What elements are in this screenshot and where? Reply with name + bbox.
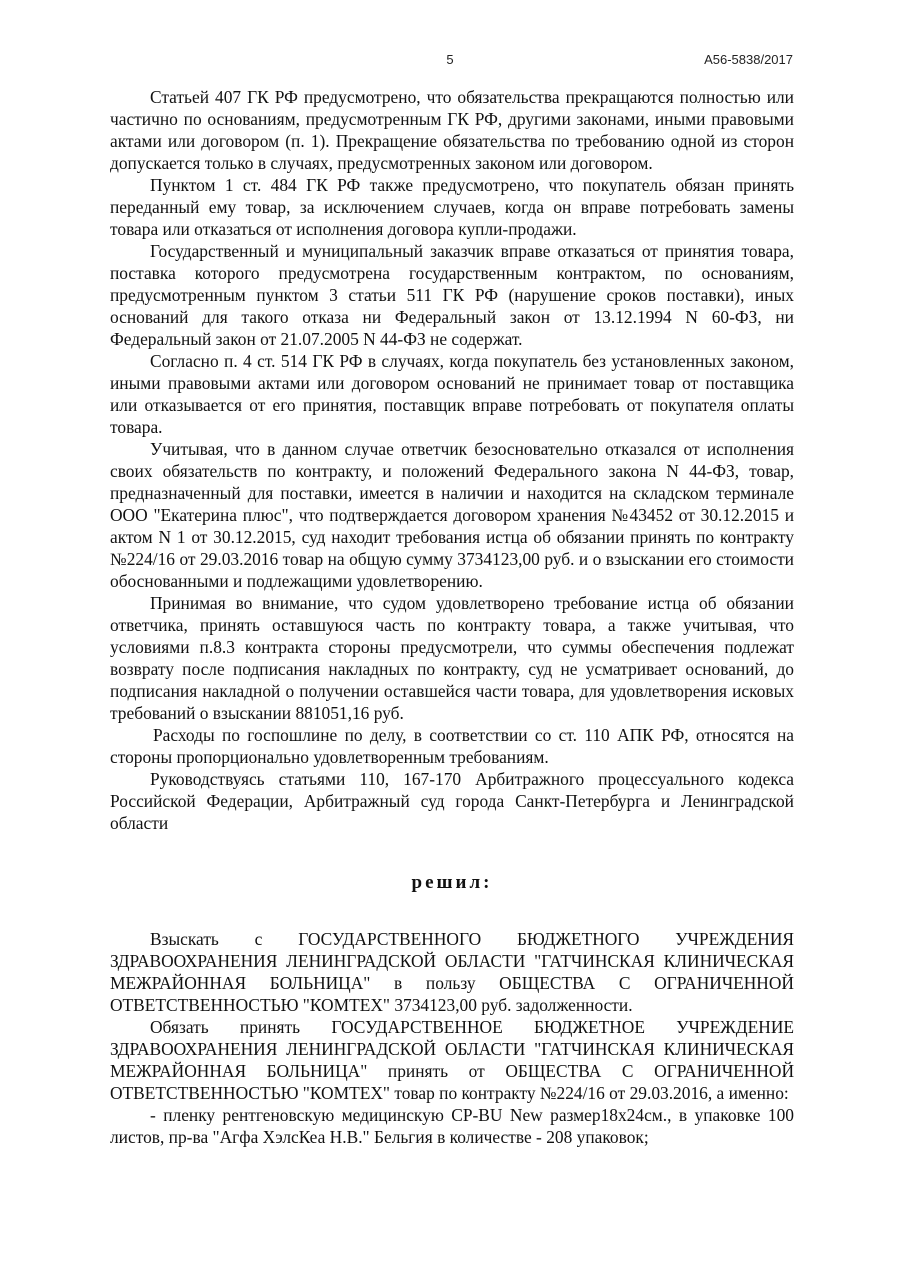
decision-title: решил: [411,872,493,893]
paragraph-taking-into-account: Принимая во внимание, что судом удовлетворено требование истца об обязании ответчика, принять оставшуюся часть по контракту товара, а также учитывая, что условиями п.8.3 контракта стороны предусмотрели, что суммы обеспечения подлежат возврату после подписания накладных по контракту, суд не усматривает оснований, до подписания накладной о получении оставшейся части товара, для удовлетворения исковых требований о взыскании 881051,16 руб. [110,593,794,723]
document-body [110,86,794,1148]
decision-item-film: - пленку рентгеновскую медицинскую CP-BU New размер18x24см., в упаковке 100 листов, пр-ва "Агфа ХэлсКеа Н.В." Бельгия в количестве - 208 упаковок; [110,1105,794,1147]
paragraph-court-fees: Расходы по госпошлине по делу, в соответствии со ст. 110 АПК РФ, относятся на стороны пропорционально удовлетворенным требованиям. [110,725,794,767]
paragraph-state-customer: Государственный и муниципальный заказчик вправе отказаться от принятия товара, поставка которого предусмотрена государственным контрактом, по основаниям, предусмотренным пунктом 3 статьи 511 ГК РФ (нарушение сроков поставки), иных оснований для такого отказа ни Федеральный закон от 13.12.1994 N 60-ФЗ, ни Федеральный закон от 21.07.2005 N 44-ФЗ не содержат. [110,241,794,349]
paragraph-considering: Учитывая, что в данном случае ответчик безосновательно отказался от исполнения своих обязательств по контракту, и положений Федерального закона N 44-ФЗ, товар, предназначенный для поставки, имеется в наличии и находится на складском терминале ООО "Екатерина плюс", что подтверждается договором хранения №43452 от 30.12.2015 и актом N 1 от 30.12.2015, суд находит требования истца об обязании принять по контракту №224/16 от 29.03.2016 товар на общую сумму 3734123,00 руб. и о взыскании его стоимости обоснованными и подлежащими удовлетворению. [110,439,794,591]
paragraph-art-407: Статьей 407 ГК РФ предусмотрено, что обязательства прекращаются полностью или частично по основаниям, предусмотренным ГК РФ, другими законами, иными правовыми актами или договором (п. 1). Прекращение обязательства по требованию одной из сторон допускается только в случаях, предусмотренных законом или договором. [110,87,794,173]
decision-oblige: Обязать принять ГОСУДАРСТВЕННОЕ БЮДЖЕТНОЕ УЧРЕЖДЕНИЕ ЗДРАВООХРАНЕНИЯ ЛЕНИНГРАДСКОЙ ОБЛАСТИ "ГАТЧИНСКАЯ КЛИНИЧЕСКАЯ МЕЖРАЙОННАЯ БОЛЬНИЦА" принять от ОБЩЕСТВА С ОГРАНИЧЕННОЙ ОТВЕТСТВЕННОСТЬЮ "КОМТЕХ" товар по контракту №224/16 от 29.03.2016, а именно: [110,1017,794,1103]
case-number: А56-5838/2017 [704,52,793,67]
paragraph-art-514: Согласно п. 4 ст. 514 ГК РФ в случаях, когда покупатель без установленных законом, иными правовыми актами или договором оснований не принимает товар от поставщика или отказывается от его принятия, поставщик вправе потребовать от покупателя оплаты товара. [110,351,794,437]
decision-recover: Взыскать с ГОСУДАРСТВЕННОГО БЮДЖЕТНОГО УЧРЕЖДЕНИЯ ЗДРАВООХРАНЕНИЯ ЛЕНИНГРАДСКОЙ ОБЛАСТИ "ГАТЧИНСКАЯ КЛИНИЧЕСКАЯ МЕЖРАЙОННАЯ БОЛЬНИЦА" в пользу ОБЩЕСТВА С ОГРАНИЧЕННОЙ ОТВЕТСТВЕННОСТЬЮ "КОМТЕХ" 3734123,00 руб. задолженности. [110,929,794,1015]
paragraph-guided-by: Руководствуясь статьями 110, 167-170 Арбитражного процессуального кодекса Российской Федерации, Арбитражный суд города Санкт-Петербурга и Ленинградской области [110,769,794,833]
page-number: 5 [446,52,454,67]
paragraph-art-484: Пунктом 1 ст. 484 ГК РФ также предусмотрено, что покупатель обязан принять переданный ему товар, за исключением случаев, когда он вправе потребовать замены товара или отказаться от исполнения договора купли-продажи. [110,175,794,239]
